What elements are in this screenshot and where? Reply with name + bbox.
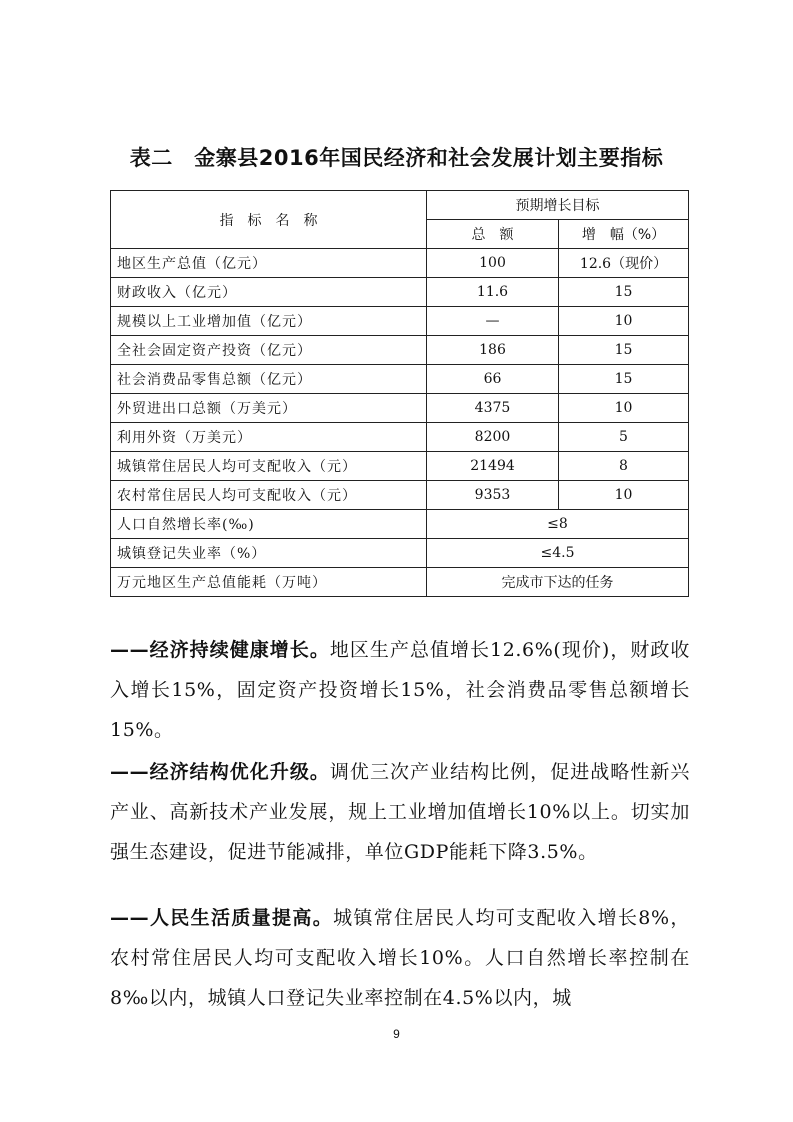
row-growth: 15	[559, 278, 689, 307]
page-number: 9	[393, 1027, 400, 1041]
row-indicator: 万元地区生产总值能耗（万吨）	[111, 568, 427, 597]
header-indicator-name: 指 标 名 称	[111, 191, 427, 249]
table-row	[111, 278, 689, 307]
row-indicator: 城镇常住居民人均可支配收入（元）	[111, 452, 427, 481]
table-row	[111, 336, 689, 365]
table-row	[111, 307, 689, 336]
row-total: 11.6	[427, 278, 559, 307]
row-indicator: 地区生产总值（亿元）	[111, 249, 427, 278]
paragraph-living-quality	[110, 898, 690, 1018]
row-growth: 5	[559, 423, 689, 452]
indicators-table	[110, 190, 689, 597]
header-expected-target: 预期增长目标	[427, 191, 689, 220]
row-growth: 10	[559, 481, 689, 510]
row-total: 66	[427, 365, 559, 394]
row-indicator: 规模以上工业增加值（亿元）	[111, 307, 427, 336]
row-total: 4375	[427, 394, 559, 423]
table-row	[111, 365, 689, 394]
row-growth: 10	[559, 307, 689, 336]
row-indicator: 全社会固定资产投资（亿元）	[111, 336, 427, 365]
table-header-row	[111, 191, 689, 220]
table-row-merged	[111, 568, 689, 597]
paragraph-text: 城镇常住居民人均可支配收入增长8%，农村常住居民人均可支配收入增长10%。人口自然增长率控制在8‰以内，城镇人口登记失业率控制在4.5%以内，城	[110, 907, 690, 1009]
row-merged-value: ≤4.5	[427, 539, 689, 568]
row-indicator: 农村常住居民人均可支配收入（元）	[111, 481, 427, 510]
row-merged-value: 完成市下达的任务	[427, 568, 689, 597]
row-total: 8200	[427, 423, 559, 452]
table-title: 表二 金寨县2016年国民经济和社会发展计划主要指标	[129, 146, 664, 170]
table-row-merged	[111, 510, 689, 539]
row-total: 21494	[427, 452, 559, 481]
row-indicator: 外贸进出口总额（万美元）	[111, 394, 427, 423]
row-indicator: 社会消费品零售总额（亿元）	[111, 365, 427, 394]
table-row	[111, 423, 689, 452]
row-growth: 15	[559, 365, 689, 394]
row-total: 9353	[427, 481, 559, 510]
paragraph-text: 调优三次产业结构比例，促进战略性新兴产业、高新技术产业发展，规上工业增加值增长10%以上。切实加强生态建设，促进节能减排，单位GDP能耗下降3.5%。	[110, 761, 690, 863]
table-row	[111, 481, 689, 510]
row-growth: 15	[559, 336, 689, 365]
row-total: 186	[427, 336, 559, 365]
header-growth: 增 幅（%）	[559, 220, 689, 249]
row-indicator: 城镇登记失业率（%）	[111, 539, 427, 568]
row-indicator: 利用外资（万美元）	[111, 423, 427, 452]
table-row	[111, 394, 689, 423]
row-total: —	[427, 307, 559, 336]
row-merged-value: ≤8	[427, 510, 689, 539]
header-total: 总 额	[427, 220, 559, 249]
table-row	[111, 452, 689, 481]
row-growth: 10	[559, 394, 689, 423]
paragraph-lead: ——人民生活质量提高。	[110, 907, 334, 929]
row-growth: 8	[559, 452, 689, 481]
row-indicator: 人口自然增长率(‰)	[111, 510, 427, 539]
row-indicator: 财政收入（亿元）	[111, 278, 427, 307]
table-row	[111, 249, 689, 278]
paragraph-lead: ——经济结构优化升级。	[110, 761, 330, 783]
row-total: 100	[427, 249, 559, 278]
paragraph-structure-upgrade	[110, 752, 690, 872]
table-row-merged	[111, 539, 689, 568]
paragraph-text: 地区生产总值增长12.6%(现价)，财政收入增长15%，固定资产投资增长15%，社会消费品零售总额增长15%。	[110, 639, 690, 741]
paragraph-lead: ——经济持续健康增长。	[110, 639, 330, 661]
row-growth: 12.6（现价）	[559, 249, 689, 278]
paragraph-economic-growth	[110, 630, 690, 750]
